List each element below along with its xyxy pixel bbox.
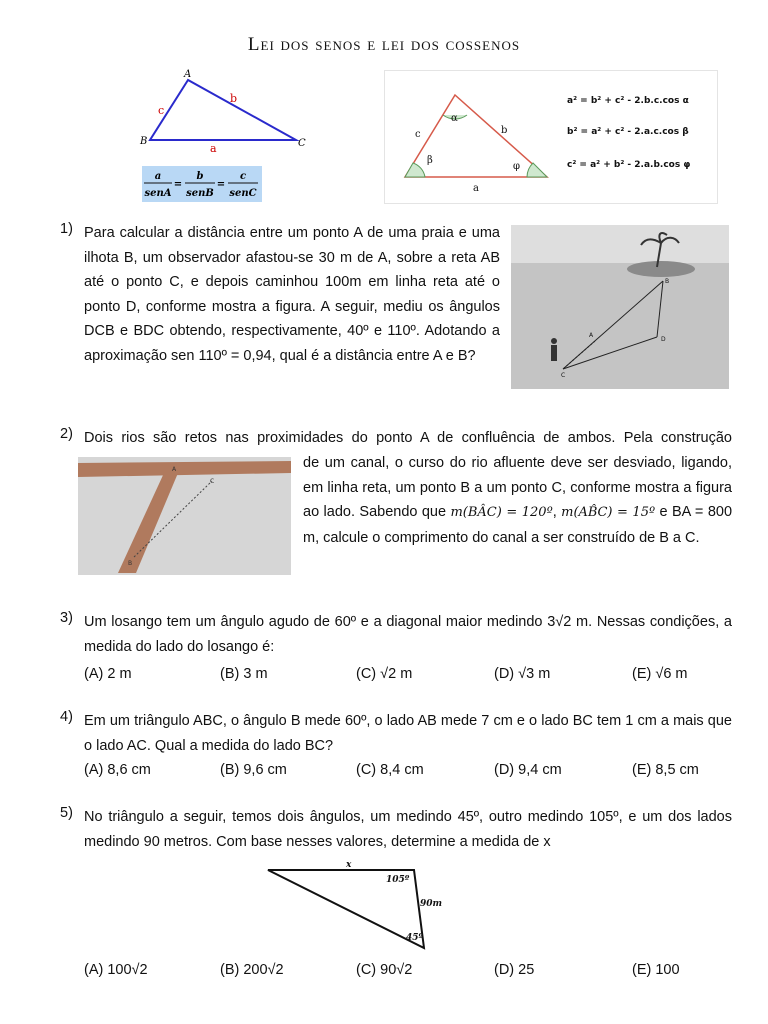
question-3-option-b[interactable]: (B) 3 m [220, 666, 268, 682]
question-3-option-d[interactable]: (D) √3 m [494, 666, 551, 682]
question-5-triangle [262, 858, 442, 958]
angle-alpha-label: α [451, 113, 458, 124]
sines-denominator-b: senB [186, 188, 214, 199]
sines-denominator-a: senA [144, 188, 172, 199]
question-2-comma: , [552, 504, 557, 520]
svg-text:=: = [216, 179, 226, 190]
q5-label-45: 45º [406, 933, 424, 943]
page-title: Lei dos senos e lei dos cossenos [247, 34, 521, 55]
angle-beta-label: β [427, 155, 433, 166]
sines-denominator-c: senC [229, 188, 257, 199]
question-2-figure [78, 457, 291, 575]
vertex-a-label: A [184, 69, 192, 80]
question-4-option-e[interactable]: (E) 8,5 cm [632, 762, 699, 778]
question-2-text-b: e BA = 800 m, calcule o comprimento do canal a ser construído de B a C. [303, 504, 733, 546]
question-4-number: 4) [60, 709, 73, 725]
cosines-formula-2: b² = a² + c² - 2.a.c.cos β [567, 127, 689, 137]
cosines-formula-1: a² = b² + c² - 2.b.c.cos α [567, 96, 689, 106]
question-3-text [84, 610, 732, 659]
question-3-option-e[interactable]: (E) √6 m [632, 666, 688, 682]
angle-abc: m(AB̂C) = 15º [561, 505, 656, 520]
angle-bac: m(BÂC) = 120º [450, 505, 553, 520]
law-of-cosines-panel [384, 70, 718, 204]
question-3-option-a[interactable]: (A) 2 m [84, 666, 132, 682]
question-3-number: 3) [60, 610, 73, 626]
question-1-number: 1) [60, 221, 73, 237]
q2-label-b: B [128, 560, 133, 567]
side-a-label: a [210, 142, 217, 155]
q2-label-c: C [210, 478, 215, 485]
q5-label-x: x [346, 860, 352, 870]
side-b-label-right: b [501, 125, 508, 136]
question-5-option-c[interactable]: (C) 90√2 [356, 962, 413, 978]
side-c-label: c [158, 104, 165, 117]
question-5-text: No triângulo a seguir, temos dois ângulos, um medindo 45º, outro medindo 105º, e um dos lados medindo 90 metros. Com base nesses valores, determine a medida de x [84, 809, 732, 850]
question-1-figure [511, 225, 729, 389]
law-of-sines-triangle [130, 66, 310, 156]
vertex-b-label: B [140, 136, 148, 147]
question-3-text-b: m. Nessas condições, a medida do lado do losango é: [84, 614, 732, 655]
q1-label-d: D [661, 336, 666, 343]
side-b-label: b [230, 92, 238, 105]
question-2-text-a: de um canal, o curso do rio afluente deve ser desviado, ligando, em linha reta, um ponto B a um ponto C, conforme mostra a figura ao lado. Sabendo que [303, 455, 732, 520]
q5-label-90m: 90m [420, 899, 442, 909]
question-4-option-a[interactable]: (A) 8,6 cm [84, 762, 151, 778]
cosines-formula-3: c² = a² + b² - 2.a.b.cos φ [567, 160, 691, 170]
question-3-option-c[interactable]: (C) √2 m [356, 666, 413, 682]
sines-numerator-b: b [196, 171, 204, 182]
sines-numerator-a: a [154, 171, 162, 182]
question-4-text: Em um triângulo ABC, o ângulo B mede 60º, o lado AB mede 7 cm e o lado BC tem 1 cm a mais que o lado AC. Qual a medida do lado BC? [84, 713, 732, 754]
svg-text:=: = [173, 179, 183, 190]
question-5-option-e[interactable]: (E) 100 [632, 962, 680, 978]
question-4-option-d[interactable]: (D) 9,4 cm [494, 762, 562, 778]
question-3-text-a: Um losango tem um ângulo agudo de 60º e a diagonal maior medindo [84, 614, 548, 630]
diagonal-value: 3√2 [547, 614, 572, 630]
question-5-option-a[interactable]: (A) 100√2 [84, 962, 148, 978]
q1-label-a: A [589, 332, 594, 339]
question-4-option-b[interactable]: (B) 9,6 cm [220, 762, 287, 778]
q1-label-c: C [561, 372, 566, 379]
angle-phi-label: φ [513, 161, 521, 172]
law-of-sines-formula [142, 166, 262, 202]
question-2-line1: Dois rios são retos nas proximidades do ponto A de confluência de ambos. Pela construção [84, 430, 732, 446]
question-4-option-c[interactable]: (C) 8,4 cm [356, 762, 424, 778]
q5-label-105: 105º [386, 875, 410, 885]
question-5-option-b[interactable]: (B) 200√2 [220, 962, 284, 978]
vertex-c-label: C [298, 138, 306, 149]
question-2-text [303, 451, 732, 550]
question-5-option-d[interactable]: (D) 25 [494, 962, 535, 978]
q2-label-a: A [172, 466, 177, 473]
side-c-label-right: c [415, 129, 421, 140]
sines-numerator-c: c [239, 171, 247, 182]
question-1-text: Para calcular a distância entre um ponto A de uma praia e uma ilhota B, um observador afastou-se 30 m de A, sobre a reta AB até o ponto C, e depois caminhou 100m em linha reta até o ponto D, conforme mostra a figura. A seguir, mediu os ângulos DCB e BDC obtendo, respectivamente, 40º e 110º. Adotando a aproximação sen 110º = 0,94, qual é a distância entre A e B? [84, 225, 500, 364]
question-2-number: 2) [60, 426, 73, 442]
side-a-label-right: a [473, 183, 479, 194]
q1-label-b: B [665, 278, 670, 285]
question-5-number: 5) [60, 805, 73, 821]
